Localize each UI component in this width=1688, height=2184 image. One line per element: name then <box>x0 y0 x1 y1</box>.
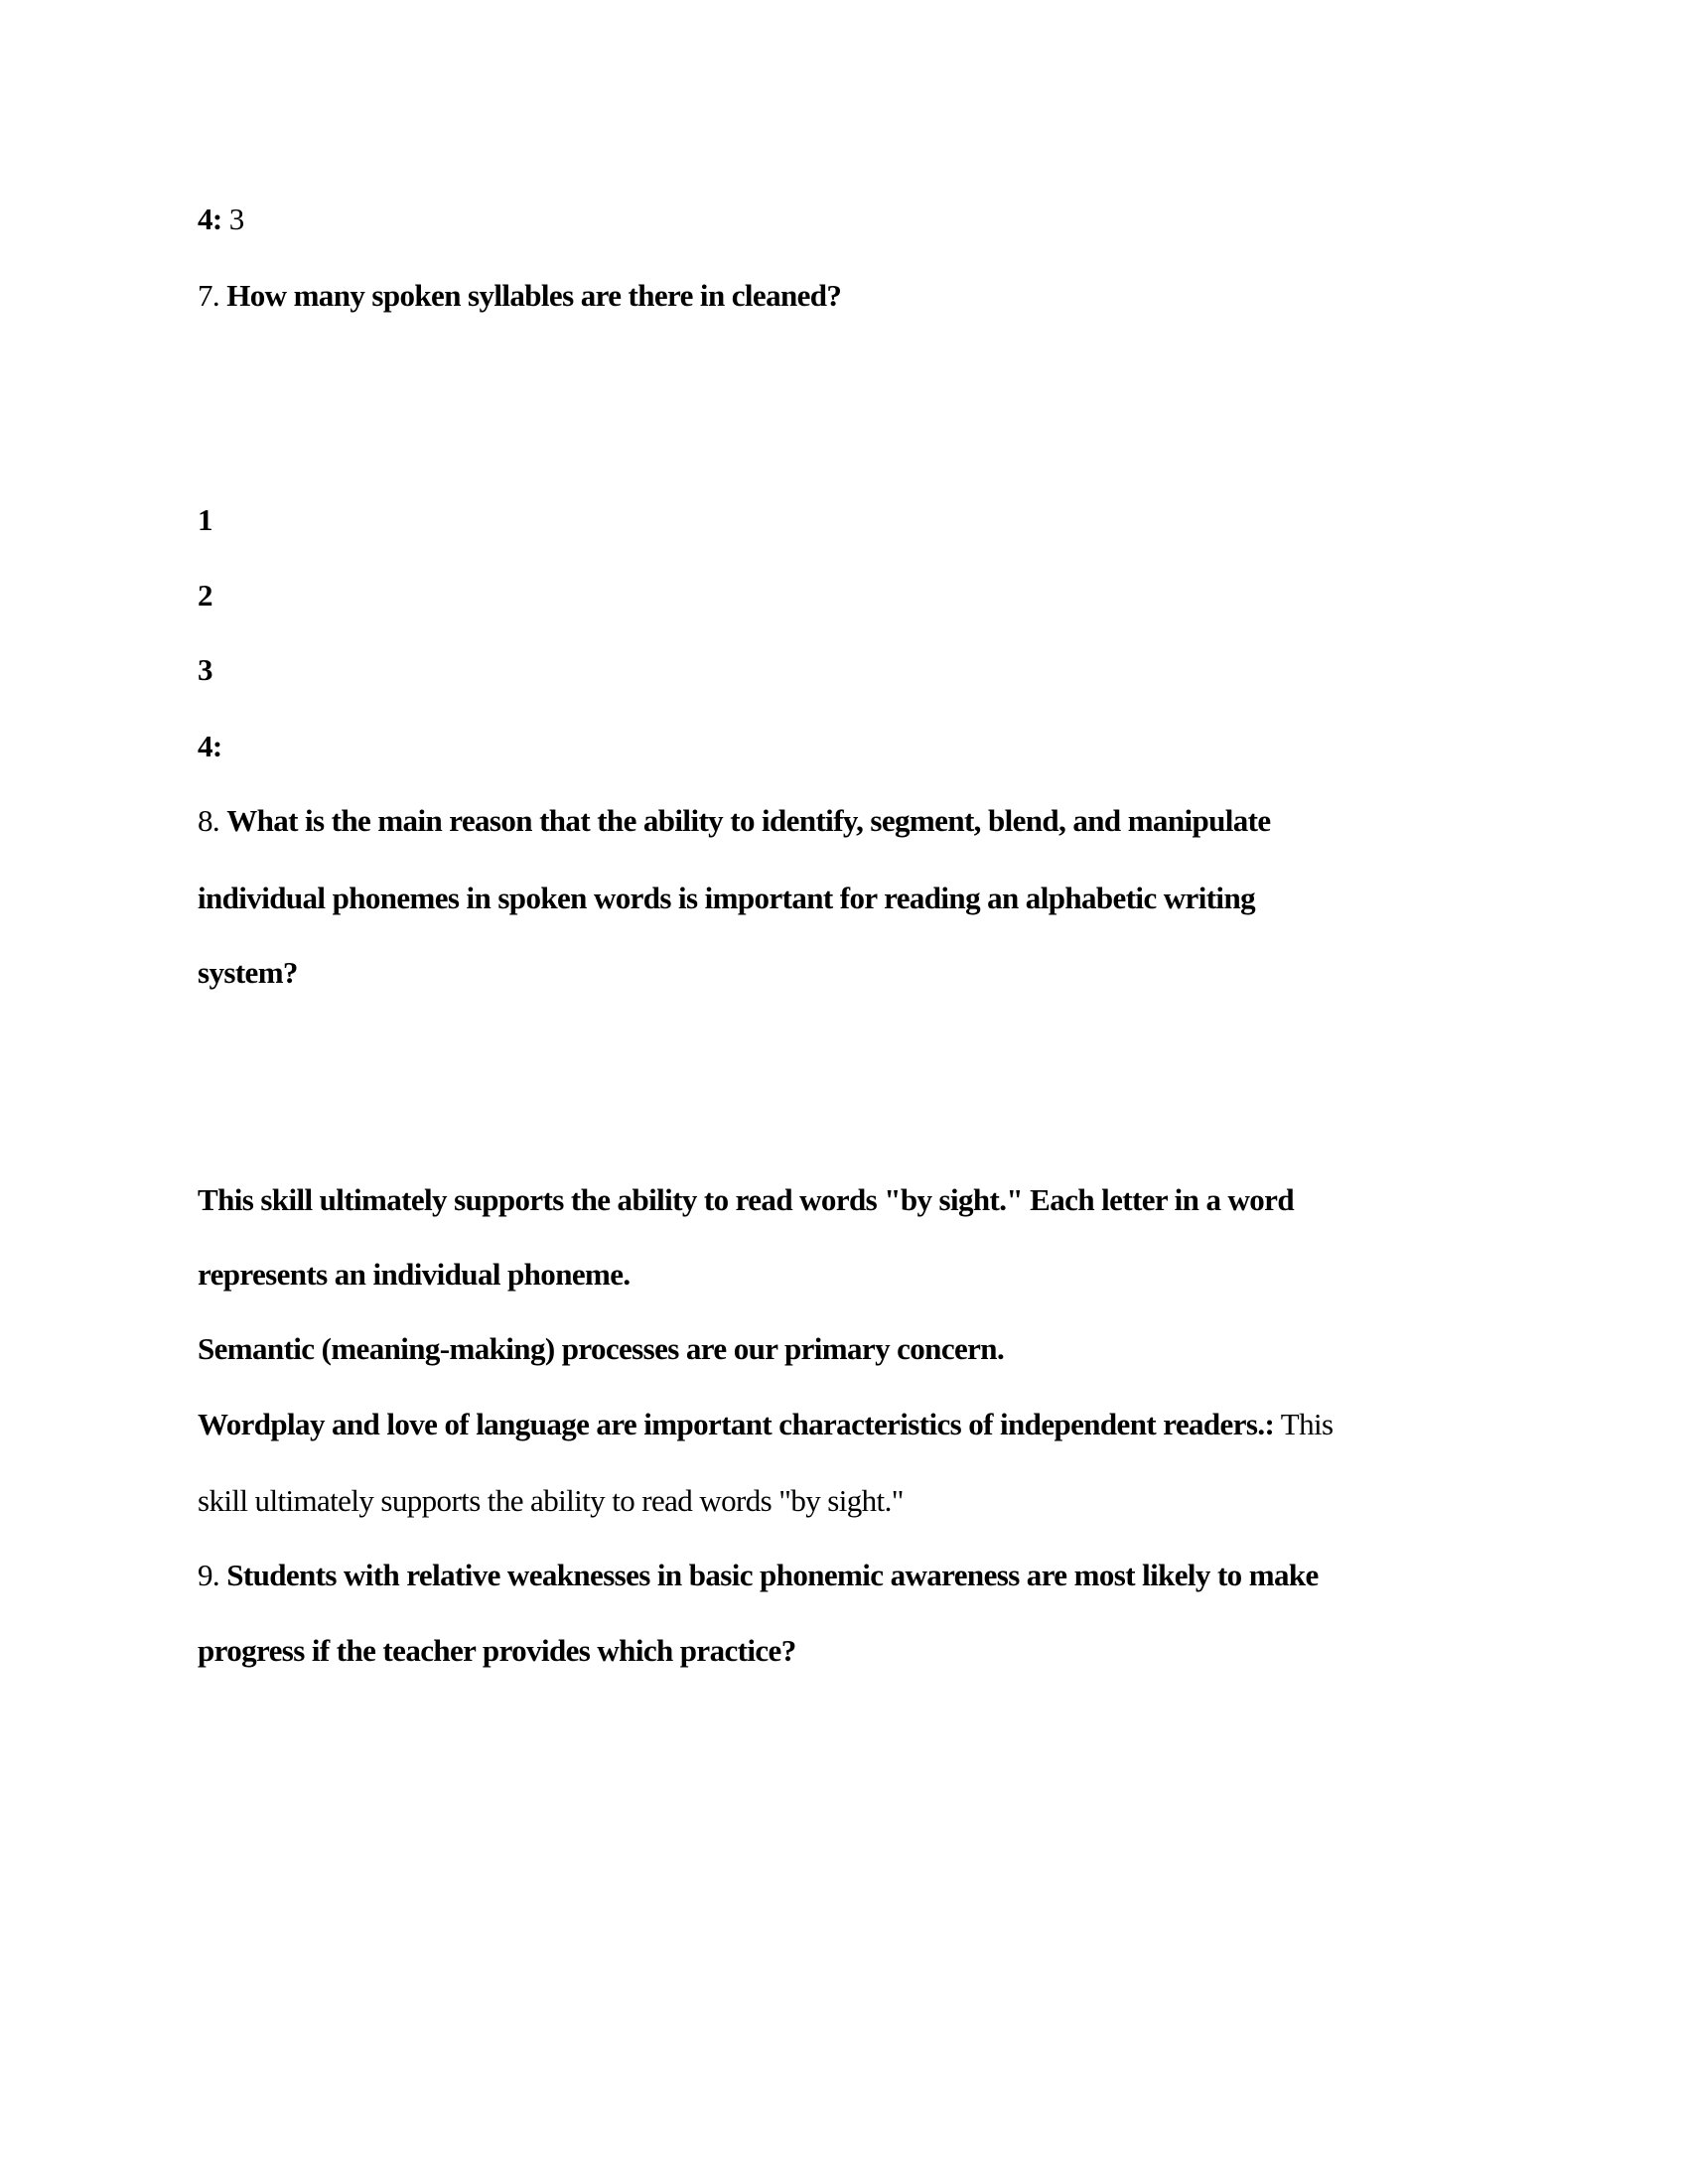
question-number: 8. <box>198 803 220 838</box>
question-7 <box>198 280 841 312</box>
option-label: 1 <box>198 502 212 537</box>
answer-label: 4: <box>198 202 222 236</box>
previous-answer <box>198 204 244 235</box>
question-number: 7. <box>198 278 220 313</box>
option-3 <box>198 654 212 686</box>
q8-answer-line-2 <box>198 1485 904 1517</box>
question-text: Students with relative weaknesses in basic phonemic awareness are most likely to make <box>226 1558 1319 1592</box>
question-text: How many spoken syllables are there in cleaned? <box>226 278 842 313</box>
answer-text: skill ultimately supports the ability to read words "by sight." <box>198 1483 904 1518</box>
option-text: Wordplay and love of language are important characteristics of independent readers.: <box>198 1407 1275 1441</box>
question-text: progress if the teacher provides which practice? <box>198 1633 796 1668</box>
q8-option-3 <box>198 1409 1334 1440</box>
question-number: 9. <box>198 1558 220 1592</box>
option-4 <box>198 731 222 762</box>
question-text: system? <box>198 955 298 990</box>
option-text: This skill ultimately supports the ability to read words "by sight." Each letter in a word <box>198 1182 1294 1217</box>
option-label: 2 <box>198 578 212 613</box>
answer-text: This <box>1280 1407 1334 1441</box>
option-label: 3 <box>198 652 212 687</box>
question-8-line-2 <box>198 883 1255 914</box>
answer-value: 3 <box>228 202 244 236</box>
question-8 <box>198 805 1271 837</box>
q8-option-1 <box>198 1184 1294 1216</box>
question-text: What is the main reason that the ability to identify, segment, blend, and manipulate <box>226 803 1271 838</box>
q8-option-1-line-2 <box>198 1259 631 1291</box>
question-8-line-3 <box>198 957 298 989</box>
option-label: 4: <box>198 729 222 763</box>
option-2 <box>198 580 212 612</box>
question-9-line-2 <box>198 1635 796 1667</box>
question-9 <box>198 1560 1319 1591</box>
q8-option-2 <box>198 1333 1004 1365</box>
option-text: represents an individual phoneme. <box>198 1257 631 1292</box>
option-1 <box>198 504 212 536</box>
question-text: individual phonemes in spoken words is important for reading an alphabetic writing <box>198 881 1255 915</box>
option-text: Semantic (meaning-making) processes are our primary concern. <box>198 1331 1005 1366</box>
